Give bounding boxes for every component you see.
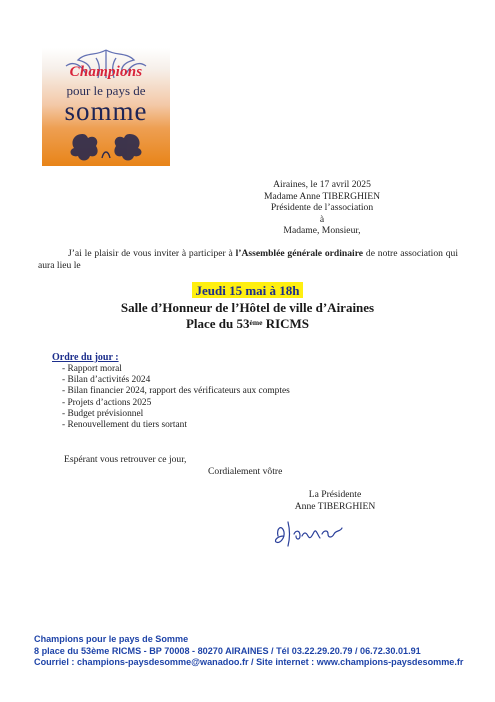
invitation-paragraph (38, 248, 458, 272)
event-date: Jeudi 15 mai à 18h (192, 282, 302, 298)
sender-title: Présidente de l’association (270, 202, 374, 213)
oak-leaf-bottom-icon (56, 128, 156, 164)
footer-org: Champions pour le pays de Somme (34, 634, 189, 644)
event-place (0, 316, 495, 332)
recipient: Madame, Monsieur, (283, 225, 361, 236)
signer-name: Anne TIBERGHIEN (294, 500, 376, 512)
letter-footer (34, 634, 463, 669)
closing-hope: Espérant vous retrouver ce jour, (64, 454, 187, 465)
logo-line-champions: Champions (69, 64, 143, 80)
event-place-suffix: RICMS (262, 316, 310, 331)
agenda-title: Ordre du jour : (52, 352, 119, 363)
logo-line-somme: somme (64, 96, 148, 126)
signer-block (270, 489, 400, 512)
sender-name: Madame Anne TIBERGHIEN (264, 190, 380, 202)
agenda-item: - Projets d’actions 2025 (62, 397, 152, 408)
event-place-prefix: Place du 53 (185, 316, 250, 331)
agenda-item: - Budget prévisionnel (62, 408, 144, 419)
closing-regards: Cordialement vôtre (208, 466, 283, 477)
intro-part1: J’ai le plaisir de vous inviter à participer à (68, 248, 233, 259)
footer-address: 8 place du 53ème RICMS - BP 70008 - 80270 AIRAINES / Tél 03.22.29.20.79 / 06.72.30.01.91 (34, 645, 421, 656)
agenda-item: - Bilan financier 2024, rapport des vérificateurs aux comptes (62, 386, 290, 397)
to-word: à (319, 213, 325, 225)
agenda-item: - Rapport moral (62, 364, 122, 374)
event-place-sup: ème (249, 318, 263, 327)
handwritten-signature (268, 514, 348, 550)
agenda-item: - Renouvellement du tiers sortant (62, 420, 187, 431)
agenda-list (62, 364, 290, 431)
city-date: Airaines, le 17 avril 2025 (273, 179, 371, 190)
agenda-item: - Bilan d’activités 2024 (62, 375, 151, 386)
intro-part2: de notre association qui aura lieu le (38, 248, 459, 271)
association-logo (42, 48, 170, 166)
signer-role: La Présidente (308, 489, 362, 500)
logo-line-pour-le-pays: pour le pays de (66, 83, 146, 98)
intro-bold: l’Assemblée générale ordinaire (235, 248, 364, 259)
event-venue-block (0, 300, 495, 332)
event-date-wrap (0, 282, 495, 300)
letter-header (232, 179, 412, 237)
event-venue: Salle d’Honneur de l’Hôtel de ville d’Airaines (120, 300, 375, 315)
footer-contact: Courriel : champions-paysdesomme@wanadoo.fr / Site internet : www.champions-paysdesomme.fr (34, 657, 464, 667)
